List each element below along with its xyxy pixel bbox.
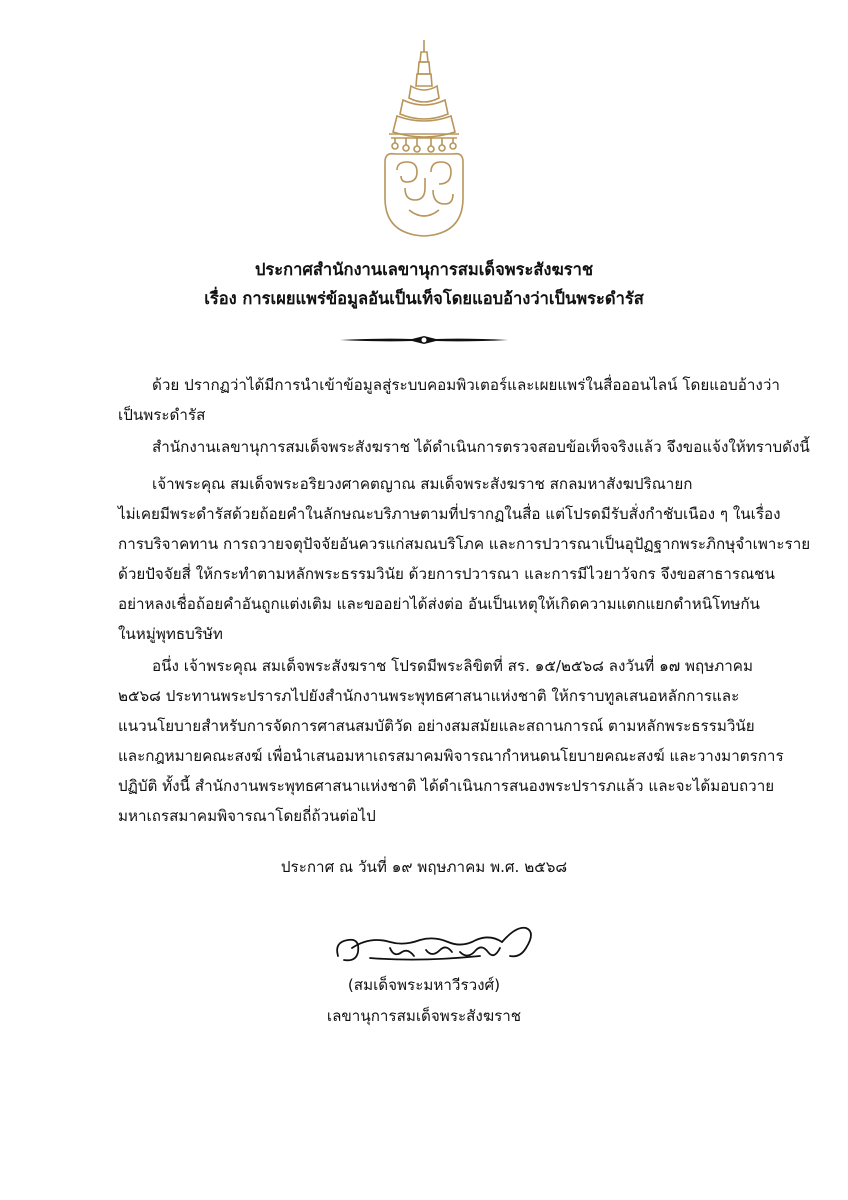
text-line: มหาเถรสมาคมพิจารณาโดยถี่ถ้วนต่อไป xyxy=(118,807,376,825)
page-subtitle: เรื่อง การเผยแพร่ข้อมูลอันเป็นเท็จโดยแอบอ้างว่าเป็นพระดำรัส xyxy=(204,289,644,308)
announcement-date: ประกาศ ณ วันที่ ๑๙ พฤษภาคม พ.ศ. ๒๕๖๘ xyxy=(280,858,568,876)
text-line: ไม่เคยมีพระดำรัสด้วยถ้อยคำในลักษณะบริภาษตามที่ปรากฏในสื่อ แต่โปรดมีรับสั่งกำชับเนือง ๆ ในเรื่อง xyxy=(118,505,781,523)
page-title: ประกาศสำนักงานเลขานุการสมเด็จพระสังฆราช xyxy=(254,260,594,279)
text-line: อย่าหลงเชื่อถ้อยคำอันถูกแต่งเติม และขออย่าได้ส่งต่อ อันเป็นเหตุให้เกิดความแตกแยกตำหนิโทษกัน xyxy=(118,595,760,613)
text-line: แนวนโยบายสำหรับการจัดการศาสนสมบัติวัด อย่างสมสมัยและสถานการณ์ ตามหลักพระธรรมวินัย xyxy=(118,717,755,735)
text-line: เจ้าพระคุณ สมเด็จพระอริยวงศาคตญาณ สมเด็จพระสังฆราช สกลมหาสังฆปริณายก xyxy=(152,475,693,493)
ornamental-divider-icon xyxy=(340,334,508,346)
paragraph-1 xyxy=(118,370,780,430)
text-line: ด้วยปัจจัยสี่ ให้กระทำตามหลักพระธรรมวินัย ด้วยการปวารณา และการมีไวยาวัจกร จึงขอสาธารณชน xyxy=(118,565,775,583)
paragraph-3 xyxy=(118,469,811,649)
signatory-position: เลขานุการสมเด็จพระสังฆราช xyxy=(326,1007,522,1025)
text-line: ปฏิบัติ ทั้งนี้ สำนักงานพระพุทธศาสนาแห่งชาติ ได้ดำเนินการสนองพระปรารภแล้ว และจะได้มอบถวาย xyxy=(118,777,775,795)
paragraph-4 xyxy=(118,651,784,831)
text-line: อนึ่ง เจ้าพระคุณ สมเด็จพระสังฆราช โปรดมีพระลิขิตที่ สร. ๑๕/๒๕๖๘ ลงวันที่ ๑๗ พฤษภาคม xyxy=(152,657,753,675)
signatory-name: (สมเด็จพระมหาวีรวงศ์) xyxy=(347,976,501,994)
text-line: สำนักงานเลขานุการสมเด็จพระสังฆราช ได้ดำเนินการตรวจสอบข้อเท็จจริงแล้ว จึงขอแจ้งให้ทราบดังนี้ xyxy=(152,438,810,456)
text-line: เป็นพระดำรัส xyxy=(118,406,206,424)
text-line: ในหมู่พุทธบริษัท xyxy=(118,625,223,643)
text-line: การบริจาคทาน การถวายจตุปัจจัยอันควรแก่สมณบริโภค และการปวารณาเป็นอุปัฏฐากพระภิกษุจำเพาะราย xyxy=(118,535,811,553)
text-line: และกฎหมายคณะสงฆ์ เพื่อนำเสนอมหาเถรสมาคมพิจารณากำหนดนโยบายคณะสงฆ์ และวางมาตรการ xyxy=(118,747,784,765)
royal-emblem-icon xyxy=(375,38,473,238)
text-line: ด้วย ปรากฏว่าได้มีการนำเข้าข้อมูลสู่ระบบคอมพิวเตอร์และเผยแพร่ในสื่อออนไลน์ โดยแอบอ้างว่า xyxy=(152,376,780,394)
handwritten-signature-icon xyxy=(330,918,540,970)
paragraph-2 xyxy=(118,432,810,462)
text-line: ๒๕๖๘ ประทานพระปรารภไปยังสำนักงานพระพุทธศาสนาแห่งชาติ ให้กราบทูลเสนอหลักการและ xyxy=(118,687,740,705)
